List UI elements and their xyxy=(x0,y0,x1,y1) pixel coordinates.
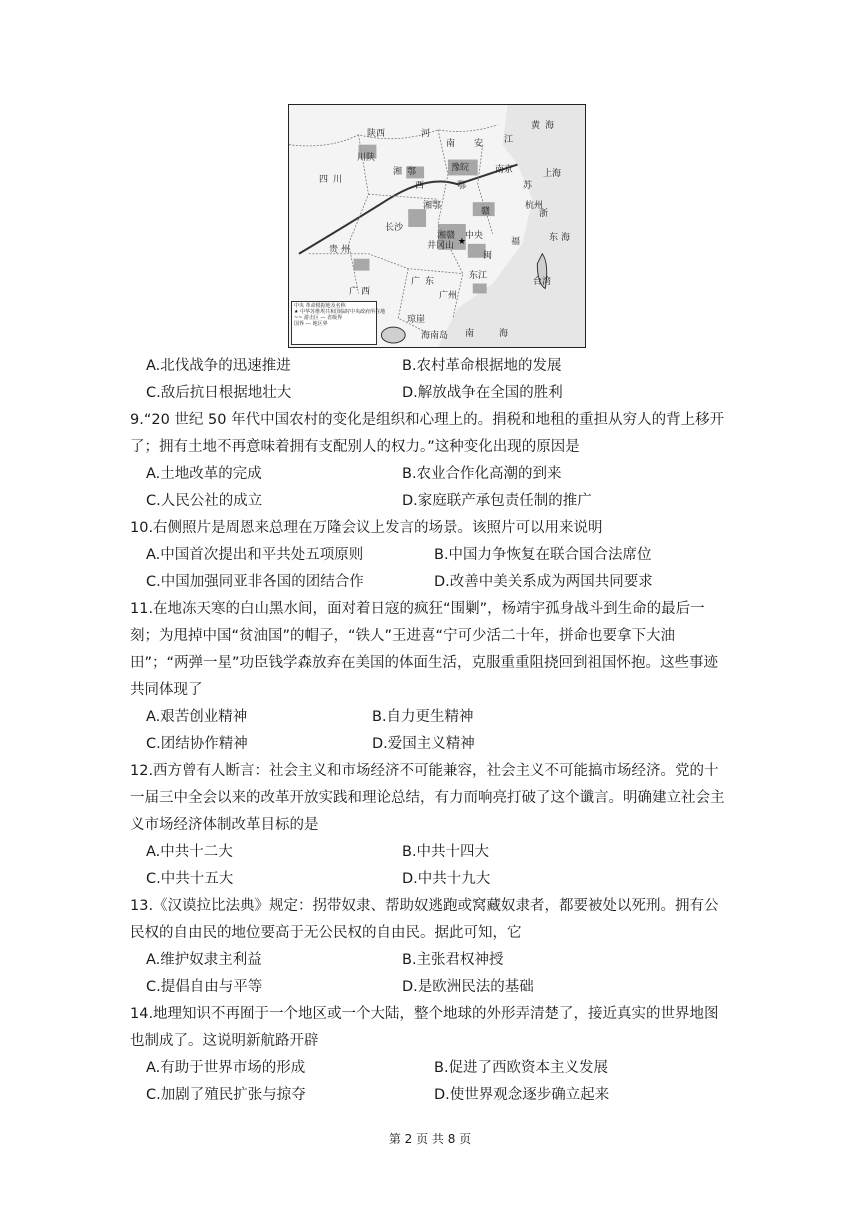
map-label: 豫皖 xyxy=(451,163,470,173)
q8-option-c: C.敌后抗日根据地壮大 xyxy=(146,385,292,401)
q11-stem: 11.在地冻天寒的白山黑水间，面对着日寇的疯狂“围剿”，杨靖宇孤身战斗到生命的最后一刻；为甩掉中国“贫油国”的帽子，“铁人”王进喜“宁可少活二十年，拼命也要拿下大油田”；“两弹一星”功臣钱学森放弃在美国的体面生活，克服重重阻挠回到祖国怀抱。这些事迹共同体现了 xyxy=(130,601,719,698)
map-label: 四 xyxy=(319,175,329,185)
map-label: 西 xyxy=(361,287,371,297)
map-label: 台湾 xyxy=(533,277,552,287)
legend-item: ~~ 游击区 — 省级界 xyxy=(294,315,343,321)
map-label: 鄂 xyxy=(407,167,417,177)
q13-option-b: B.主张君权神授 xyxy=(402,952,504,968)
q13-option-a: A.维护奴隶主利益 xyxy=(146,952,262,968)
map-label: 湘 xyxy=(393,167,403,177)
q9-option-c: C.人民公社的成立 xyxy=(146,493,263,509)
map-label: 西 xyxy=(415,181,425,191)
map-label: 中央 xyxy=(465,231,484,241)
q12-option-c: C.中共十五大 xyxy=(146,871,234,887)
map-label: 广州 xyxy=(439,291,458,301)
q13-option-c: C.提倡自由与平等 xyxy=(146,979,263,995)
map-label: 东江 xyxy=(469,271,488,281)
q10-option-d: D.改善中美关系成为两国共同要求 xyxy=(434,574,653,590)
map-label: 东 xyxy=(549,233,559,243)
map-label: 琼崖 xyxy=(407,315,426,325)
q12-option-d: D.中共十九大 xyxy=(402,871,491,887)
q14-option-c: C.加剧了殖民扩张与掠夺 xyxy=(146,1087,306,1103)
map-label: 南 xyxy=(465,329,475,339)
map-label: 闽 xyxy=(483,251,493,261)
map-label: 安 xyxy=(474,139,484,149)
q14-option-a: A.有助于世界市场的形成 xyxy=(146,1060,306,1076)
map-label: 苏 xyxy=(523,181,533,191)
q9-option-b: B.农业合作化高潮的到来 xyxy=(402,466,562,482)
q10-stem: 10.右侧照片是周恩来总理在万隆会议上发言的场景。该照片可以用来说明 xyxy=(130,520,603,536)
map-label: 海 xyxy=(561,233,571,243)
q13-stem: 13.《汉谟拉比法典》规定：拐带奴隶、帮助奴逃跑或窝藏奴隶者，都要被处以死刑。拥有公民权的自由民的地位要高于无公民权的自由民。据此可知，它 xyxy=(130,898,719,941)
map-label: 贵 xyxy=(329,245,339,255)
q12-option-b: B.中共十四大 xyxy=(402,844,490,860)
legend-item: ★ 中华苏维埃共和国临时中央政府所在地 xyxy=(294,309,386,315)
legend-item: 中央 革命根据地及名称 xyxy=(294,303,346,309)
map-label: 南 xyxy=(446,139,456,149)
map-label: 川陕 xyxy=(357,153,376,163)
map-label: 广 xyxy=(349,287,359,297)
map-label: 海 xyxy=(545,121,555,131)
q13-option-d: D.是欧洲民法的基础 xyxy=(402,979,534,995)
map-label: 井冈山 xyxy=(427,241,455,251)
q11-option-a: A.艰苦创业精神 xyxy=(146,709,248,725)
map-label: 广 xyxy=(411,277,421,287)
map-label: 赣 xyxy=(481,207,491,217)
q8-option-d: D.解放战争在全国的胜利 xyxy=(402,385,563,401)
revolutionary-base-map xyxy=(288,104,586,348)
map-label: 湘赣 xyxy=(437,231,456,241)
map-label: 湘鄂 xyxy=(423,201,442,211)
q9-option-a: A.土地改革的完成 xyxy=(146,466,262,482)
q11-option-c: C.团结协作精神 xyxy=(146,736,248,752)
map-label: 黄 xyxy=(531,121,541,131)
map-label: 南京 xyxy=(495,165,514,175)
map-label: 陕西 xyxy=(367,129,386,139)
q9-option-d: D.家庭联产承包责任制的推广 xyxy=(402,493,592,509)
map-label: 杭州 xyxy=(525,201,544,211)
q10-option-a: A.中国首次提出和平共处五项原则 xyxy=(146,547,364,563)
legend-item: 国界 --- 地区界 xyxy=(294,321,328,327)
map-label: 长沙 xyxy=(385,223,404,233)
q14-option-d: D.使世界观念逐步确立起来 xyxy=(434,1087,610,1103)
q11-option-d: D.爱国主义精神 xyxy=(372,736,475,752)
q14-option-b: B.促进了西欧资本主义发展 xyxy=(434,1060,609,1076)
q14-stem: 14.地理知识不再囿于一个地区或一个大陆，整个地球的外形弄清楚了，接近真实的世界地图也制成了。这说明新航路开辟 xyxy=(130,1006,719,1049)
map-label: 州 xyxy=(341,245,351,255)
q9-stem: 9.“20 世纪 50 年代中国农村的变化是组织和心理上的。捐税和地租的重担从穷人的背上移开了；拥有土地不再意味着拥有支配别人的权力。”这种变化出现的原因是 xyxy=(130,412,725,455)
map-label: 福 xyxy=(511,237,521,247)
map-legend xyxy=(291,301,386,345)
q8-option-a: A.北伐战争的迅速推进 xyxy=(146,358,291,374)
q12-stem: 12.西方曾有人断言：社会主义和市场经济不可能兼容，社会主义不可能搞市场经济。党的十一届三中全会以来的改革开放实践和理论总结，有力而响亮打破了这个谶言。明确建立社会主义市场经济体制改革目标的是 xyxy=(130,763,725,833)
q10-option-c: C.中国加强同亚非各国的团结合作 xyxy=(146,574,364,590)
map-label: 川 xyxy=(333,175,343,185)
q12-option-a: A.中共十二大 xyxy=(146,844,233,860)
q10-option-b: B.中国力争恢复在联合国合法席位 xyxy=(434,547,652,563)
map-label: 海 xyxy=(499,329,509,339)
map-label: 海南岛 xyxy=(421,331,449,341)
svg-text:★: ★ xyxy=(457,236,466,247)
page-number: 第 2 页 共 8 页 xyxy=(388,1132,472,1146)
q11-option-b: B.自力更生精神 xyxy=(372,709,474,725)
map-label: 江 xyxy=(504,135,514,145)
map-label: 河 xyxy=(421,129,431,139)
map-label: 东 xyxy=(425,277,435,287)
map-label: 鄂 xyxy=(457,181,467,191)
q8-option-b: B.农村革命根据地的发展 xyxy=(402,358,562,374)
map-label: 上海 xyxy=(543,169,562,179)
map-label: 浙 xyxy=(539,209,549,219)
